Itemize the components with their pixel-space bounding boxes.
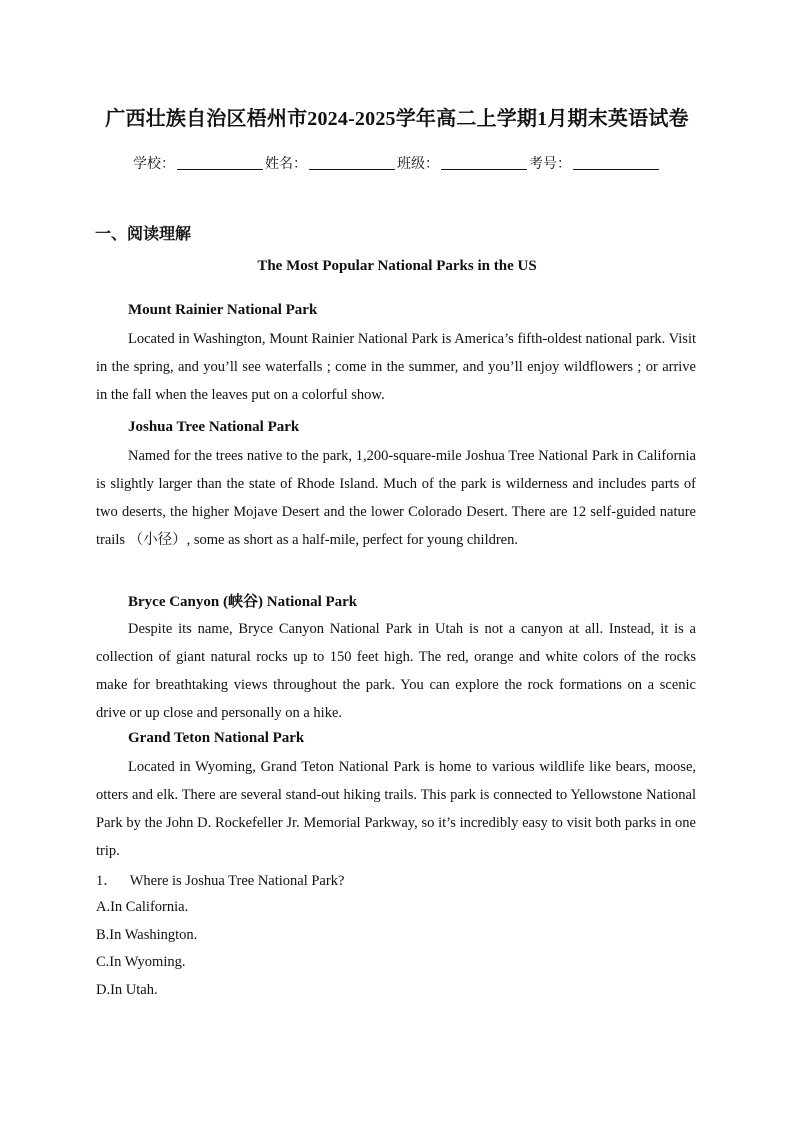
exam-title: 广西壮族自治区梧州市2024-2025学年高二上学期1月期末英语试卷: [105, 108, 689, 130]
question-text: Where is Joshua Tree National Park?: [129, 873, 345, 889]
park-paragraph-joshua-tree: Named for the trees native to the park, 1,200-square-mile Joshua Tree National Park in California is slightly larger than the state of Rhode Island. Much of the park is wilderness and includes parts of two deserts, the higher Mojave Desert and the lower Colorado Desert. There are 12 self-guided nature trails （小径）, some as short as a half-mile, perfect for young children.: [96, 448, 696, 548]
school-label: 学校：: [133, 156, 175, 172]
passage-title: The Most Popular National Parks in the US: [257, 258, 537, 274]
question-1: [96, 869, 344, 890]
name-blank[interactable]: [309, 155, 395, 170]
park-heading-joshua-tree: Joshua Tree National Park: [128, 419, 300, 435]
student-info-row: [0, 153, 794, 173]
class-label: 班级：: [397, 156, 439, 172]
exam-number-blank[interactable]: [573, 155, 659, 170]
section-heading: 一、阅读理解: [95, 224, 192, 243]
class-blank[interactable]: [441, 155, 527, 170]
park-paragraph-bryce-canyon: Despite its name, Bryce Canyon National Park in Utah is not a canyon at all. Instead, it is a collection of giant natural rocks up to 150 feet high. The red, orange and white colors of the rocks make for breathtaking views throughout the park. You can explore the rock formations on a scenic drive or up close and personally on a hike.: [96, 621, 696, 721]
exam-number-label: 考号：: [529, 156, 571, 172]
option-b[interactable]: B.In Washington.: [96, 927, 198, 943]
question-number: 1．: [96, 873, 118, 889]
option-a[interactable]: A.In California.: [96, 899, 189, 915]
park-paragraph-grand-teton: Located in Wyoming, Grand Teton National Park is home to various wildlife like bears, moose, otters and elk. There are several stand-out hiking trails. This park is connected to Yellowstone National Park by the John D. Rockefeller Jr. Memorial Parkway, so it’s incredibly easy to visit both parks in one trip.: [96, 759, 696, 859]
school-blank[interactable]: [177, 155, 263, 170]
name-label: 姓名：: [265, 156, 307, 172]
park-heading-mount-rainier: Mount Rainier National Park: [128, 302, 318, 318]
option-c[interactable]: C.In Wyoming.: [96, 954, 186, 970]
park-heading-grand-teton: Grand Teton National Park: [128, 730, 305, 746]
park-heading-bryce-canyon: Bryce Canyon (峡谷) National Park: [128, 594, 358, 610]
park-paragraph-mount-rainier: Located in Washington, Mount Rainier National Park is America’s fifth-oldest national park. Visit in the spring, and you’ll see waterfalls ; come in the summer, and you’ll enjoy wildflowers ; or arrive in the fall when the leaves put on a colorful show.: [96, 331, 696, 403]
option-d[interactable]: D.In Utah.: [96, 982, 158, 998]
